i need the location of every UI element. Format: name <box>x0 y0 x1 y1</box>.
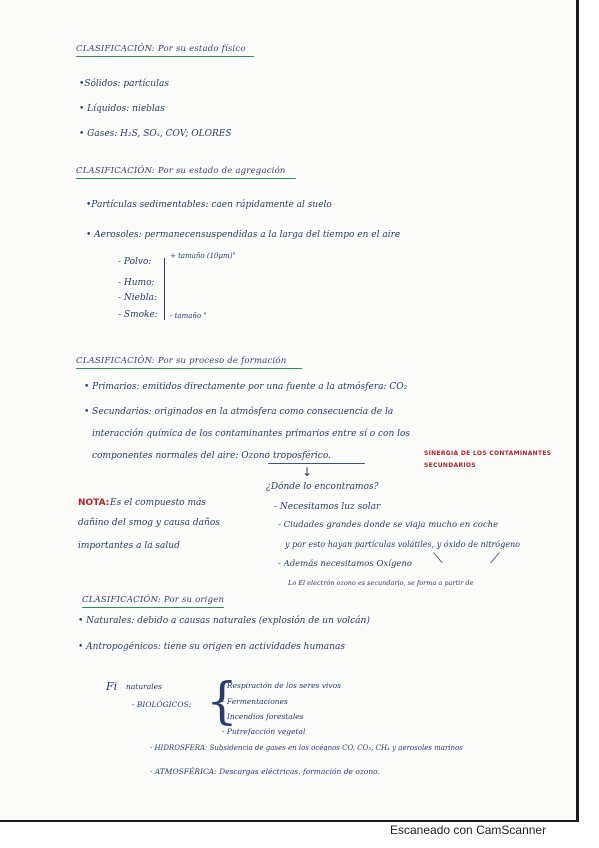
where-item: - Además necesitamos Oxígeno <box>278 559 413 569</box>
text-line: • Primarios: emitidos directamente por una fuente a la atmósfera: CO₂ <box>84 382 408 392</box>
list-item: - Niebla: <box>118 293 158 303</box>
text-line: • Secundarios: originados en la atmósfera como consecuencia de la <box>84 407 394 417</box>
title-underline <box>76 178 296 179</box>
nota-line: importantes a la salud <box>78 541 180 551</box>
list-item: - Polvo: <box>118 257 152 267</box>
list-item: • Gases: H₂S, SOₓ, COV; OLORES <box>79 129 232 139</box>
list-item: • Antropogénicos: tiene su origen en actividades humanas <box>78 642 345 652</box>
size-bottom-label: - tamaño " <box>170 312 207 320</box>
size-top-label: + tamaño (10μm)" <box>170 252 236 260</box>
biologicos-label: - BIOLÓGICOS: <box>132 700 192 709</box>
arrow-icon: ⟍ <box>433 551 443 567</box>
section-title-aggregation-state: CLASIFICACIÓN: Por su estado de agregación <box>76 166 286 176</box>
title-underline <box>82 607 224 608</box>
bio-item: - Putrefacción vegetal <box>222 727 306 736</box>
naturales-label: naturales <box>126 682 162 691</box>
section-title-formation: CLASIFICACIÓN: Por su proceso de formación <box>76 356 287 366</box>
page-edge <box>0 820 579 822</box>
scanner-watermark: Escaneado con CamScanner <box>390 823 547 837</box>
nota-line: Es el compuesto más <box>110 498 207 508</box>
list-item: • Naturales: debido a causas naturales (explosión de un volcán) <box>78 616 370 626</box>
bio-item: - Incendios forestales <box>222 712 304 721</box>
list-item: - Humo: <box>118 278 155 288</box>
nota-label: NOTA: <box>78 498 110 508</box>
section-title-origin: CLASIFICACIÓN: Por su origen <box>82 595 225 605</box>
section-title-physical-state: CLASIFICACIÓN: Por su estado físico <box>76 44 246 54</box>
where-item: - Necesitamos luz solar <box>274 502 381 512</box>
arrow-icon: ⟋ <box>490 551 500 567</box>
down-arrow-icon: ↓ <box>302 465 313 479</box>
highlight-underline <box>268 463 365 464</box>
red-note: SECUNDARIOS <box>424 462 476 469</box>
where-item: y por esto hayan partículas volátiles, y óxido de nitrógeno <box>285 540 520 549</box>
text-line: componentes normales del aire: Ozono troposférico. <box>92 451 331 461</box>
where-item: Lo El electrón ozono es secundario, se forma a partir de <box>288 579 474 587</box>
nota-line: dañino del smog y causa daños <box>78 518 220 528</box>
list-item: •Sólidos: partículas <box>79 79 169 89</box>
bio-item: - Respiración de los seres vivos <box>222 681 341 690</box>
size-scale-line <box>164 258 165 320</box>
page-edge <box>576 0 579 822</box>
list-item: •Partículas sedimentables: caen rápidamente al suelo <box>86 200 332 210</box>
bio-item: - Fermentaciones <box>222 697 288 706</box>
where-item: - Ciudades grandes donde se viaja mucho en coche <box>278 520 499 530</box>
atmosfera-line: · ATMOSFÉRICA: Descargas eléctricas, formación de ozono. <box>150 767 380 776</box>
title-underline <box>76 368 302 369</box>
list-item: • Aerosoles: permanecensuspendidas a la larga del tiempo en el aire <box>86 230 401 240</box>
brace-icon: { <box>206 672 238 730</box>
list-item: - Smoke: <box>118 310 158 320</box>
title-underline <box>76 56 254 57</box>
question: ¿Dónde lo encontramos? <box>266 482 379 492</box>
red-note: SINERGIA DE LOS CONTAMINANTES <box>424 450 552 457</box>
list-item: • Líquidos: nieblas <box>79 104 165 114</box>
hidrosfera-line: · HIDROSFERA: Subsidencia de gases en los océanos CO, CO₂, CH₄ y aerosoles marinos <box>150 744 463 752</box>
text-line: interacción química de los contaminantes primarios entre sí o con los <box>92 429 411 439</box>
fi-label: Fi <box>106 680 118 693</box>
